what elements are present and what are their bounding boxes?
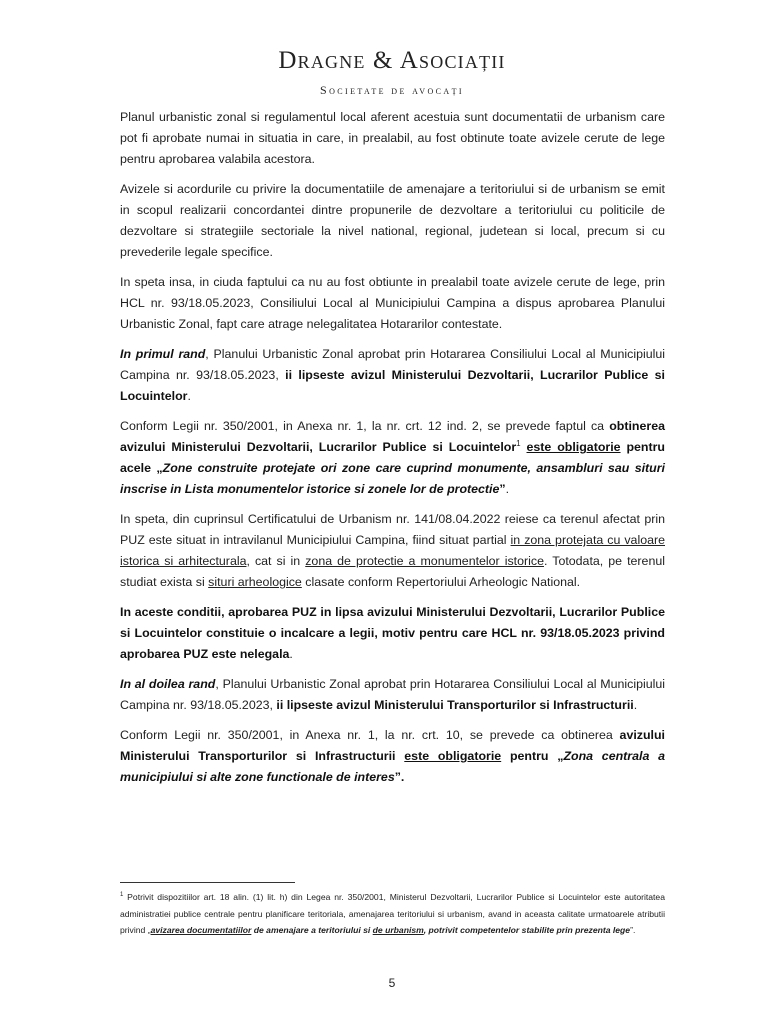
paragraph-6-underlined-3: situri arheologice (208, 575, 302, 589)
paragraph-9-text: Conform Legii nr. 350/2001, in Anexa nr. 1, la nr. crt. 10, se prevede ca obtinerea (120, 728, 620, 742)
footnote-text-4: ”. (630, 925, 636, 935)
paragraph-3: In speta insa, in ciuda faptului ca nu au fost obtiunte in prealabil toate avizele cerute de lege, prin HCL nr. 93/18.05.2023, Consiliului Local al Municipiului Campina a dispus aprobarea Planului Urbanistic Zonal, fapt care atrage nelegalitatea Hotararilor contestate. (120, 275, 665, 331)
footnote-text: Potrivit dispozitiilor art. 18 alin. (1) lit. h) din Legea nr. 350/2001, Ministerul Dezvoltarii, Lucrarilor Publice si Locuintelor este autoritatea administratiei publice centrale pentru planificare teritoriala, amenajarea teritoriului si urbanism, avand in aceasta calitate urmatoarele atributii privind „ (120, 892, 665, 935)
paragraph-9-quote-close: ”. (394, 770, 405, 784)
paragraph-8-end: . (633, 698, 638, 712)
paragraph-6-underlined-2: zona de protectie a monumentelor istorice (305, 554, 544, 568)
footnote-text-2: de amenajare a teritoriului si (251, 925, 373, 935)
paragraph-8-bold: ii lipseste avizul Ministerului Transporturilor si Infrastructurii (276, 698, 634, 712)
paragraph-6-text-3: . Totodata, pe terenul studiat exista si (120, 554, 665, 589)
firm-name: Dragne & Asociații (278, 47, 506, 74)
footnote-1 (120, 889, 665, 939)
paragraph-5-underlined: este obligatorie (526, 440, 621, 454)
paragraph-8-text: , Planului Urbanistic Zonal aprobat prin Hotararea Consiliului Local al Municipiului Campina nr. 93/18.05.2023, (120, 677, 666, 712)
paragraph-5-bold-2: pentru acele „ (120, 440, 665, 475)
paragraph-5 (120, 416, 665, 500)
paragraph-7 (120, 602, 665, 665)
paragraph-8-lead: In al doilea rand (120, 677, 216, 691)
paragraph-5-quote-close: ” (499, 482, 506, 496)
footnote-underlined-1: avizarea documentatiilor (150, 925, 252, 935)
page-number: 5 (388, 976, 396, 990)
paragraph-4-bold: ii lipseste avizul Ministerului Dezvoltarii, Lucrarilor Publice si Locuintelor (120, 368, 666, 403)
paragraph-9-quote: Zona centrala a municipiului si alte zone functionale de interes (120, 749, 665, 784)
paragraph-4-end: . (187, 389, 191, 403)
paragraph-6-text-2: , cat si in (246, 554, 306, 568)
footnote-text-3: , potrivit competentelor stabilite prin prezenta lege (423, 925, 631, 935)
paragraph-5-text: Conform Legii nr. 350/2001, in Anexa nr. 1, la nr. crt. 12 ind. 2, se prevede faptul ca (120, 419, 610, 433)
paragraph-5-quote: Zone construite protejate ori zone care cuprind monumente, ansambluri sau situri inscrise in Lista monumentelor istorice si zonele lor de protectie (120, 461, 665, 496)
paragraph-7-end: . (289, 647, 293, 661)
document-body (120, 107, 665, 797)
paragraph-9-bold: avizului Ministerului Transporturilor si Infrastructurii (120, 728, 665, 763)
footnote-underlined-2: de urbanism (372, 925, 424, 935)
footnote-separator (120, 882, 295, 883)
paragraph-6-text: In speta, din cuprinsul Certificatului de Urbanism nr. 141/08.04.2022 reiese ca terenul afectat prin PUZ este situat in intravilanul Municipiului Campina, fiind situat partial (120, 512, 665, 547)
paragraph-4-text: , Planului Urbanistic Zonal aprobat prin Hotararea Consiliului Local al Municipiului Campina nr. 93/18.05.2023, (120, 347, 666, 382)
paragraph-6-underlined-1: in zona protejata cu valoare istorica si arhitecturala (120, 533, 665, 568)
paragraph-7-bold: In aceste conditii, aprobarea PUZ in lipsa avizului Ministerului Dezvoltarii, Lucrarilor Publice si Locuintelor constituie o incalcare a legii, motiv pentru care HCL nr. 93/18.05.2023 privind aprobarea PUZ este nelegala (120, 605, 665, 661)
paragraph-9 (120, 725, 665, 788)
footnote-number: 1 (120, 892, 124, 899)
paragraph-6 (120, 509, 665, 593)
paragraph-9-space (396, 749, 405, 763)
paragraph-9-underlined: este obligatorie (404, 749, 502, 763)
paragraph-4-lead: In primul rand (120, 347, 206, 361)
paragraph-9-bold-2: pentru „ (501, 749, 564, 763)
paragraph-5-end: . (505, 482, 510, 496)
paragraph-4 (120, 344, 665, 407)
paragraph-5-bold: obtinerea avizului Ministerului Dezvoltarii, Lucrarilor Publice si Locuintelor (120, 419, 665, 454)
footnote-ref: 1 (516, 438, 521, 448)
paragraph-6-text-4: clasate conform Repertoriului Arheologic National. (301, 575, 581, 589)
firm-subtitle: Societate de avocați (320, 83, 464, 97)
paragraph-2: Avizele si acordurile cu privire la documentatiile de amenajare a teritoriului si de urbanism se emit in scopul realizarii concordantei dintre propunerile de dezvoltare a teritoriului cu politicile de dezvoltare si strategiile sectoriale la nivel national, regional, judetean si local, precum si cu prevederile legale specifice. (120, 182, 665, 259)
paragraph-1: Planul urbanistic zonal si regulamentul local aferent acestuia sunt documentatii de urbanism care pot fi aprobate numai in situatia in care, in prealabil, au fost obtinute toate avizele cerute de lege pentru aprobarea valabila acestora. (120, 110, 665, 166)
letterhead (0, 46, 784, 97)
paragraph-8 (120, 674, 665, 716)
